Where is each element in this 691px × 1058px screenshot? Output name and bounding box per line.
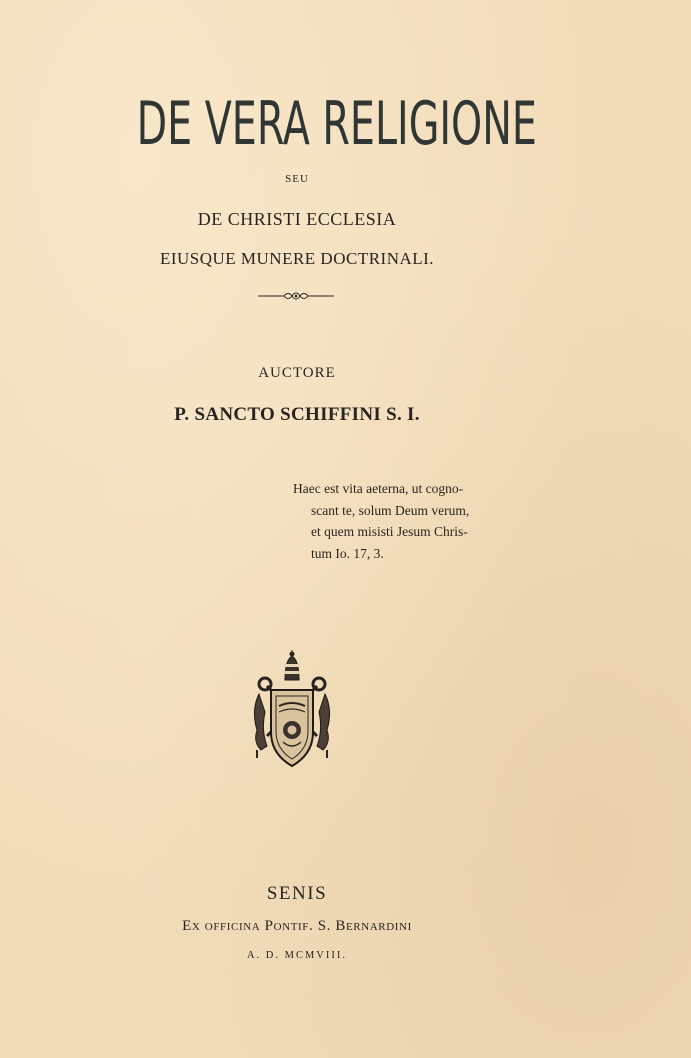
author-name: P. SANCTO SCHIFFINI S. I. <box>174 404 420 425</box>
epigraph-line: et quem misisti Jesum Chris- <box>311 524 468 539</box>
auctore-label: AUCTORE <box>258 365 336 381</box>
imprint-date: A. D. MCMVIII. <box>246 950 348 961</box>
fleuron-ornament-icon <box>256 289 336 303</box>
subtitle-line-1: DE CHRISTI ECCLESIA <box>197 209 397 229</box>
papal-coat-of-arms-icon <box>249 650 335 772</box>
conjunction-text: SEU <box>285 173 309 185</box>
epigraph <box>293 478 553 564</box>
imprint-printer: Ex officina Pontif. S. Bernardini <box>182 918 412 934</box>
subtitle-line-2: EIUSQUE MUNERE DOCTRINALI. <box>159 249 435 268</box>
epigraph-line: Haec est vita aeterna, ut cogno- <box>293 481 464 496</box>
book-title: DE VERA RELIGIONE <box>136 89 537 159</box>
imprint-place: SENIS <box>266 883 328 904</box>
epigraph-line: scant te, solum Deum verum, <box>311 502 470 518</box>
epigraph-line: tum Io. 17, 3. <box>311 545 384 561</box>
